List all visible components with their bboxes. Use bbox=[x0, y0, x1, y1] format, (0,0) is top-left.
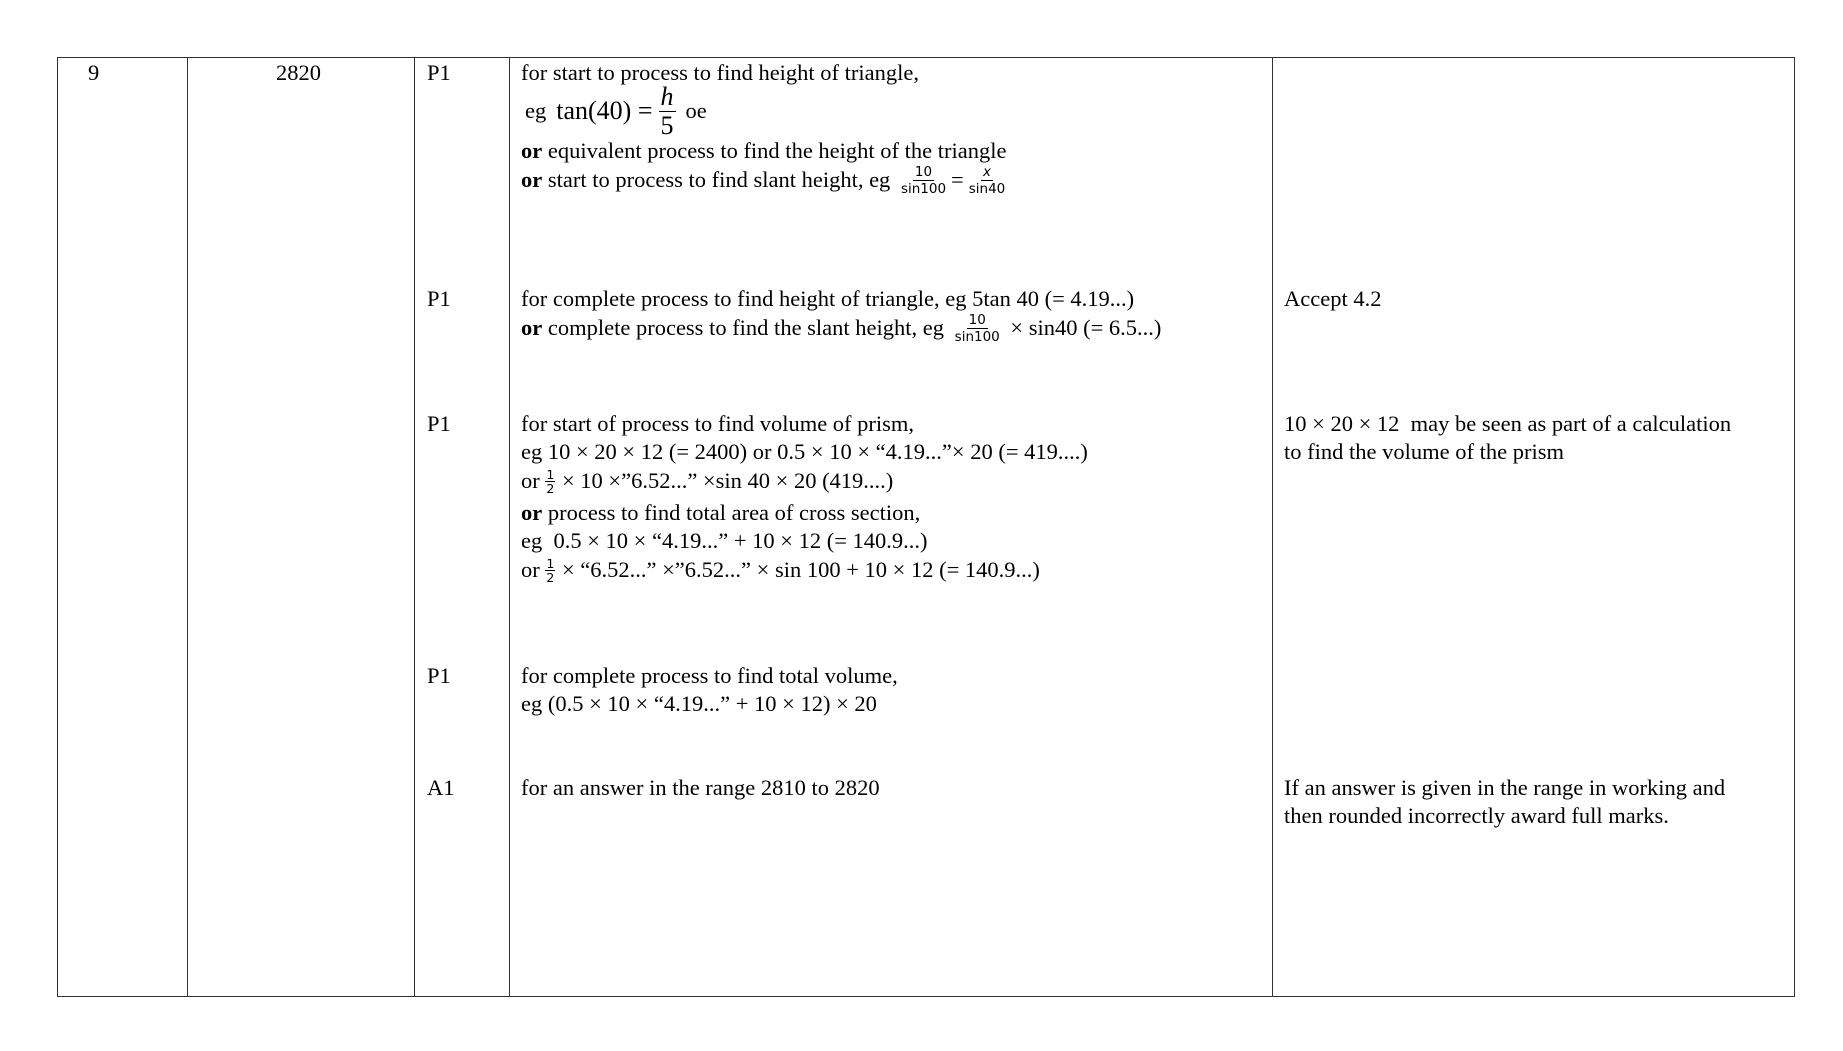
fraction bbox=[953, 312, 1002, 345]
line-text: process to find total area of cross section, bbox=[542, 500, 921, 525]
bold-or: or bbox=[521, 500, 543, 525]
mark-description bbox=[521, 59, 1010, 198]
fraction-denominator: 2 bbox=[546, 480, 555, 496]
bold-or: or bbox=[521, 315, 543, 340]
fraction bbox=[659, 83, 676, 140]
column-divider bbox=[414, 57, 415, 997]
fraction-numerator: 10 bbox=[914, 163, 933, 180]
guidance-note bbox=[1284, 410, 1731, 466]
description-line: for complete process to find height of triangle, eg 5tan 40 (= 4.19...) bbox=[521, 286, 1135, 311]
mark-description bbox=[521, 662, 898, 718]
description-line bbox=[521, 499, 1088, 527]
description-line: eg 0.5 × 10 × “4.19...” + 10 × 12 (= 140.9...) bbox=[521, 528, 928, 553]
fraction-denominator: sin100 bbox=[900, 180, 947, 197]
equals-sign: = bbox=[951, 167, 964, 192]
line-text: or bbox=[521, 557, 546, 582]
fraction-numerator: 10 bbox=[968, 311, 986, 328]
mark-code: P1 bbox=[427, 411, 451, 436]
description-line bbox=[521, 137, 1010, 165]
note-line: then rounded incorrectly award full marks. bbox=[1284, 803, 1669, 828]
fraction-denominator: sin40 bbox=[968, 180, 1006, 197]
column-divider bbox=[1272, 57, 1273, 997]
bold-or: or bbox=[521, 167, 543, 192]
description-line bbox=[521, 463, 1088, 499]
suffix-text: oe bbox=[685, 98, 707, 123]
description-line bbox=[521, 162, 1010, 198]
mark-code: A1 bbox=[427, 775, 455, 800]
mark-description bbox=[521, 774, 880, 802]
fraction bbox=[545, 557, 555, 584]
fraction-denominator: 2 bbox=[546, 569, 555, 585]
line-text: equivalent process to find the height of the triangle bbox=[542, 138, 1007, 163]
mark-description bbox=[521, 410, 1088, 588]
eg-label: eg bbox=[525, 98, 547, 123]
math-expression: tan(40) = bbox=[556, 96, 653, 125]
guidance-note: Accept 4.2 bbox=[1284, 286, 1382, 311]
mark-code: P1 bbox=[427, 60, 451, 85]
note-line: 10 × 20 × 12 may be seen as part of a calculation bbox=[1284, 411, 1732, 436]
description-line bbox=[521, 81, 1010, 140]
bold-or: or bbox=[521, 138, 543, 163]
mark-code: P1 bbox=[427, 286, 451, 311]
fraction-denominator: 5 bbox=[660, 110, 674, 140]
mark-code: P1 bbox=[427, 663, 451, 688]
fraction bbox=[967, 164, 1008, 197]
description-line: for complete process to find total volume, bbox=[521, 663, 898, 688]
line-text: × 10 ×”6.52...” ×sin 40 × 20 (419....) bbox=[556, 468, 894, 493]
fraction-numerator: x bbox=[983, 163, 992, 180]
fraction-denominator: sin100 bbox=[954, 328, 1000, 345]
column-divider bbox=[509, 57, 510, 997]
description-line: eg (0.5 × 10 × “4.19...” + 10 × 12) × 20 bbox=[521, 691, 877, 716]
description-line: eg 10 × 20 × 12 (= 2400) or 0.5 × 10 × “4.19...”× 20 (= 419....) bbox=[521, 439, 1088, 464]
question-number: 9 bbox=[88, 60, 100, 85]
fraction-numerator: 1 bbox=[546, 466, 555, 482]
line-text: or bbox=[521, 468, 546, 493]
note-line: to find the volume of the prism bbox=[1284, 439, 1564, 464]
line-text: × “6.52...” ×”6.52...” × sin 100 + 10 × 12 (= 140.9...) bbox=[556, 557, 1040, 582]
fraction-numerator: 1 bbox=[546, 555, 555, 571]
fraction bbox=[899, 164, 948, 197]
description-line: for start of process to find volume of prism, bbox=[521, 411, 915, 436]
note-line: If an answer is given in the range in working and bbox=[1284, 775, 1726, 800]
description-line bbox=[521, 552, 1088, 588]
line-text: complete process to find the slant height, eg bbox=[542, 315, 950, 340]
fraction bbox=[545, 468, 555, 495]
description-line: for start to process to find height of triangle, bbox=[521, 60, 920, 85]
column-divider bbox=[187, 57, 188, 997]
description-line bbox=[521, 310, 1161, 346]
line-text: start to process to find slant height, eg bbox=[542, 167, 896, 192]
fraction-numerator: h bbox=[660, 81, 674, 111]
guidance-note bbox=[1284, 774, 1725, 830]
description-line: for an answer in the range 2810 to 2820 bbox=[521, 775, 880, 800]
answer-value: 2820 bbox=[276, 60, 321, 85]
mark-description bbox=[521, 285, 1161, 346]
line-text: × sin40 (= 6.5...) bbox=[1004, 315, 1162, 340]
